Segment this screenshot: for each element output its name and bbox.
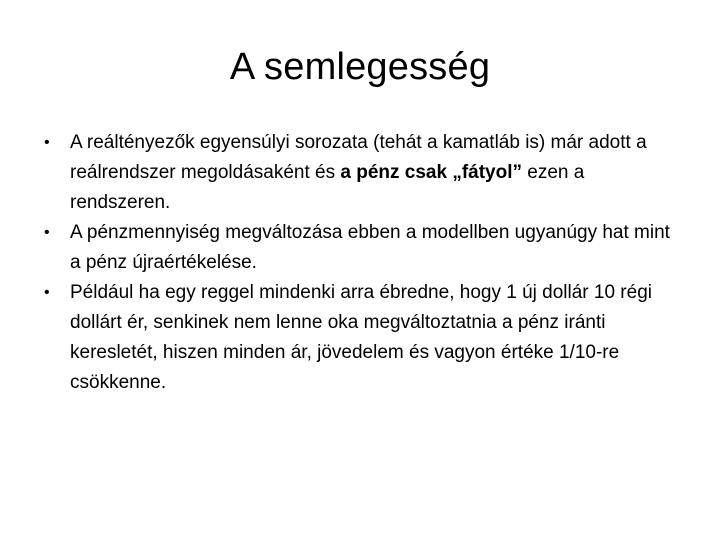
bullet-marker: • — [44, 134, 50, 151]
bullet-text-1: A reáltényezők egyensúlyi sorozata (tehát a kamatláb is) már adott a reálrendszer megoldásaként és — [70, 132, 647, 183]
bullet-text-2: A pénzmennyiség megváltozása ebben a modellben ugyanúgy hat mint a pénz újraértékelése. — [70, 222, 670, 273]
bullet-item-2 — [44, 218, 684, 278]
bullet-item-3 — [44, 278, 684, 398]
bullet-marker: • — [44, 224, 50, 241]
bullet-emphasis-1: a pénz csak „fátyol” — [340, 162, 522, 183]
slide-title: A semlegesség — [229, 46, 491, 88]
bullet-list — [44, 128, 684, 398]
bullet-marker: • — [44, 284, 50, 301]
bullet-item-1 — [44, 128, 684, 218]
bullet-text-1-end: ezen a rendszeren. — [70, 162, 585, 213]
bullet-text-3: Például ha egy reggel mindenki arra ébredne, hogy 1 új dollár 10 régi dollárt ér, senkinek nem lenne oka megváltoztatnia a pénz iránti keresletét, hiszen minden ár, jövedelem és vagyon értéke 1/10-re csökkenne. — [70, 282, 652, 393]
